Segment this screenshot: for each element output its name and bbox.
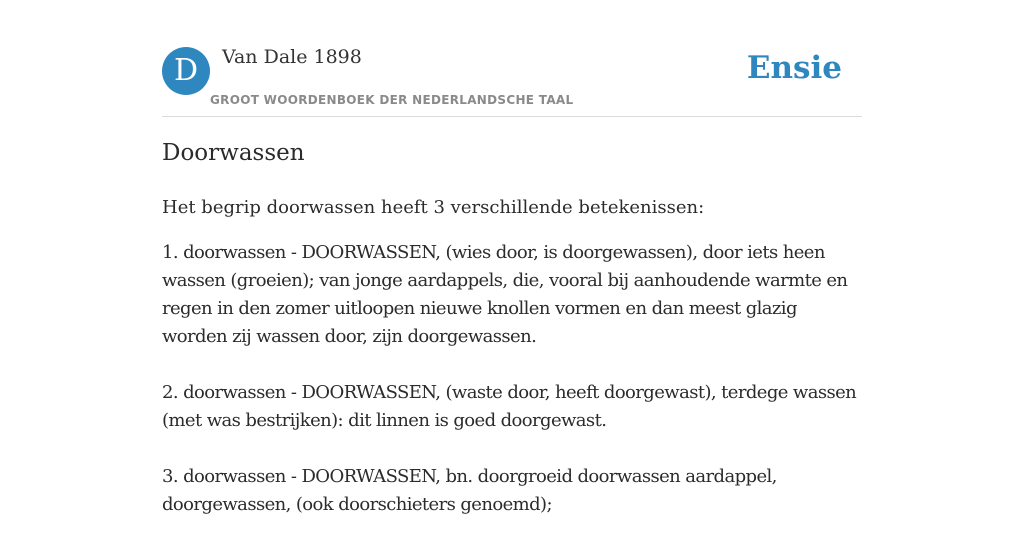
site-header (162, 0, 862, 117)
definition-item: 2. doorwassen - DOORWASSEN, (waste door, heeft doorgewast), terdege wassen (met was bestrijken): dit linnen is goed doorgewast. (162, 382, 857, 431)
definition-item: 3. doorwassen - DOORWASSEN, bn. doorgroeid doorwassen aardappel, doorgewassen, (ook doorschieters genoemd); (162, 466, 777, 515)
ensie-logo[interactable]: Ensie (746, 50, 842, 86)
source-title[interactable]: Van Dale 1898 (222, 46, 362, 68)
page (162, 0, 862, 515)
source-logo[interactable]: D (162, 47, 210, 95)
definition-list (162, 239, 862, 547)
source-subtitle: GROOT WOORDENBOEK DER NEDERLANDSCHE TAAL (210, 93, 574, 107)
definition-item: 1. doorwassen - DOORWASSEN, (wies door, is doorgewassen), door iets heen wassen (groeien); van jonge aardappels, die, vooral bij aanhoudende warmte en regen in den zomer uitloopen nieuwe knollen vormen en dan meest glazig worden zij wassen door, zijn doorgewassen. (162, 242, 848, 347)
entry-intro: Het begrip doorwassen heeft 3 verschillende betekenissen: (162, 197, 705, 218)
entry-title: Doorwassen (162, 140, 305, 166)
